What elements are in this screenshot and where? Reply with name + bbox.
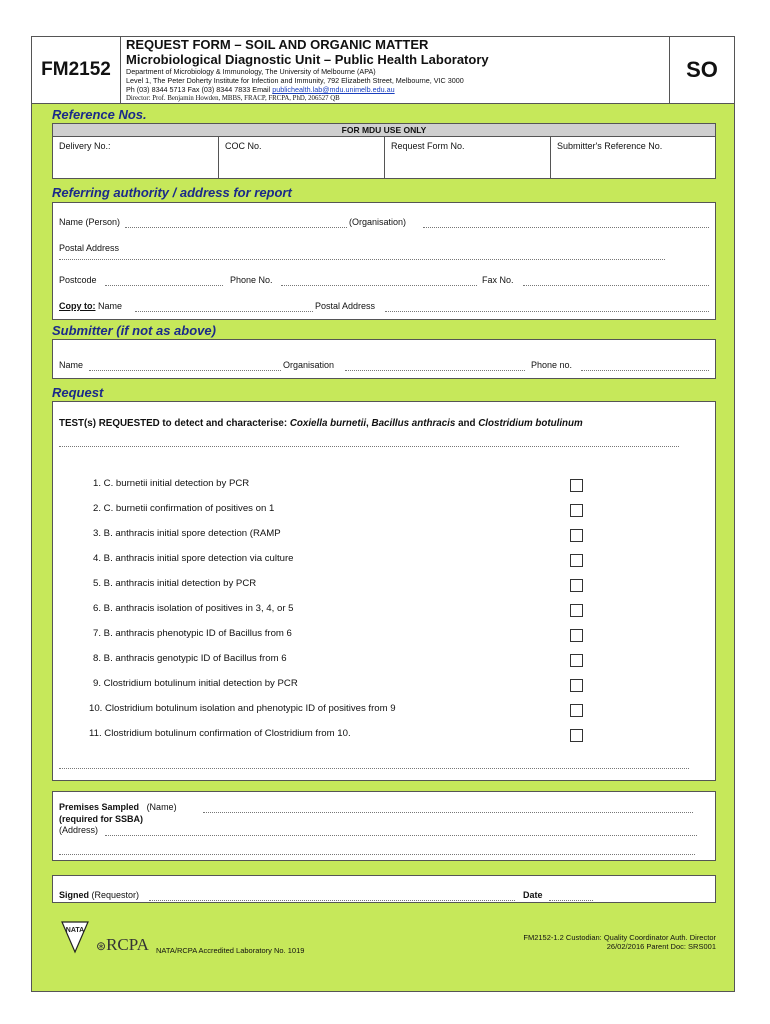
submitter-reference-field[interactable]: Submitter's Reference No. bbox=[557, 141, 663, 151]
test-3-checkbox[interactable] bbox=[570, 529, 583, 542]
request-box bbox=[52, 401, 716, 781]
organism-coxiella: Coxiella burnetii bbox=[289, 418, 367, 429]
copy-to-label: Copy to: bbox=[59, 301, 96, 311]
date-label: Date bbox=[523, 890, 543, 900]
premises-name-label: (Name) bbox=[146, 802, 177, 812]
form-title: REQUEST FORM – SOIL AND ORGANIC MATTER bbox=[126, 37, 429, 52]
premises-address-label: (Address) bbox=[59, 825, 99, 835]
copy-name-input[interactable] bbox=[135, 311, 313, 312]
test-4-checkbox[interactable] bbox=[570, 554, 583, 567]
test-item: 11. Clostridium botulinum confirmation of Clostridium from 10. bbox=[89, 728, 351, 739]
delivery-no-field[interactable]: Delivery No.: bbox=[53, 136, 219, 178]
phone-input[interactable] bbox=[281, 285, 477, 286]
requestor-label: (Requestor) bbox=[91, 890, 140, 900]
organisation-input[interactable] bbox=[423, 227, 709, 228]
ssba-required: (required for SSBA) bbox=[59, 814, 144, 824]
name-person-input[interactable] bbox=[125, 227, 347, 228]
copy-postal-label: Postal Address bbox=[315, 301, 376, 311]
test-8-checkbox[interactable] bbox=[570, 654, 583, 667]
test-item: 3. B. anthracis initial spore detection (RAMP bbox=[93, 528, 281, 539]
request-form-sheet bbox=[31, 36, 735, 992]
premises-address-line2[interactable] bbox=[59, 854, 695, 855]
submitter-organisation-input[interactable] bbox=[345, 370, 525, 371]
test-5-checkbox[interactable] bbox=[570, 579, 583, 592]
request-form-no-field[interactable]: Request Form No. bbox=[385, 136, 551, 178]
tests-other-input[interactable] bbox=[59, 446, 679, 447]
copy-name-label: Name bbox=[98, 301, 123, 311]
email-link[interactable]: publichealth.lab@mdu.unimelb.edu.au bbox=[272, 85, 395, 94]
separator-1: , bbox=[366, 418, 372, 429]
postal-address-label: Postal Address bbox=[59, 243, 120, 253]
tests-prefix: TEST(s) REQUESTED to detect and characterise: bbox=[59, 418, 290, 429]
nata-logo-text: NATA bbox=[65, 927, 85, 934]
name-person-label: Name (Person) bbox=[59, 217, 121, 227]
test-1-checkbox[interactable] bbox=[570, 479, 583, 492]
referring-section-title: Referring authority / address for report bbox=[52, 185, 292, 200]
test-item: 2. C. burnetii confirmation of positives on 1 bbox=[93, 503, 275, 514]
signed-label: Signed bbox=[59, 890, 90, 900]
tests-requested-heading bbox=[59, 418, 583, 429]
header-text bbox=[126, 37, 666, 103]
test-item: 1. C. burnetii initial detection by PCR bbox=[93, 478, 250, 489]
test-2-checkbox[interactable] bbox=[570, 504, 583, 517]
test-11-checkbox[interactable] bbox=[570, 729, 583, 742]
test-item: 5. B. anthracis initial detection by PCR bbox=[93, 578, 257, 589]
test-7-checkbox[interactable] bbox=[570, 629, 583, 642]
submitter-name-input[interactable] bbox=[89, 370, 281, 371]
contact-line bbox=[126, 85, 666, 94]
director: Director: Prof. Benjamin Howden, MBBS, FRACP, FRCPA, PhD, 206527 QB bbox=[126, 95, 340, 102]
submitter-organisation-label: Organisation bbox=[283, 360, 335, 370]
test-item: 9. Clostridium botulinum initial detection by PCR bbox=[93, 678, 298, 689]
signed-box bbox=[52, 875, 716, 903]
postcode-label: Postcode bbox=[59, 275, 97, 285]
nata-logo-icon bbox=[60, 920, 90, 954]
test-6-checkbox[interactable] bbox=[570, 604, 583, 617]
accreditation-text: NATA/RCPA Accredited Laboratory No. 1019 bbox=[156, 946, 305, 955]
submitter-box bbox=[52, 339, 716, 379]
submitter-phone-input[interactable] bbox=[581, 370, 709, 371]
form-code: FM2152 bbox=[32, 37, 121, 103]
document-control bbox=[523, 933, 716, 951]
test-item: 4. B. anthracis initial spore detection via culture bbox=[93, 553, 294, 564]
submitter-section-title: Submitter (if not as above) bbox=[52, 323, 216, 338]
test-item: 7. B. anthracis phenotypic ID of Bacillus from 6 bbox=[93, 628, 292, 639]
premises-label: Premises Sampled bbox=[59, 802, 140, 812]
phone-fax: Ph (03) 8344 5713 Fax (03) 8344 7833 Email bbox=[126, 85, 273, 94]
test-item: 8. B. anthracis genotypic ID of Bacillus from 6 bbox=[93, 653, 287, 664]
referring-box bbox=[52, 202, 716, 320]
request-section-title: Request bbox=[52, 385, 104, 400]
premises-name-input[interactable] bbox=[203, 812, 693, 813]
test-10-checkbox[interactable] bbox=[570, 704, 583, 717]
form-type-code: SO bbox=[669, 37, 734, 103]
premises-box bbox=[52, 791, 716, 861]
submitter-name-label: Name bbox=[59, 360, 84, 370]
test-item: 6. B. anthracis isolation of positives in 3, 4, or 5 bbox=[93, 603, 294, 614]
reference-box bbox=[52, 123, 716, 179]
rcpa-seal-icon: ⊛ bbox=[96, 939, 107, 953]
copy-to-line bbox=[59, 301, 122, 311]
signed-line bbox=[59, 890, 139, 900]
premises-line bbox=[59, 802, 177, 812]
request-notes-input[interactable] bbox=[59, 768, 689, 769]
coc-no-field[interactable]: COC No. bbox=[219, 136, 385, 178]
organism-clostridium: Clostridium botulinum bbox=[478, 418, 583, 429]
copy-postal-input[interactable] bbox=[385, 311, 709, 312]
form-header bbox=[32, 37, 734, 104]
test-item: 10. Clostridium botulinum isolation and phenotypic ID of positives from 9 bbox=[89, 703, 396, 714]
separator-2: and bbox=[455, 418, 479, 429]
department: Department of Microbiology & Immunology, The University of Melbourne (APA) bbox=[126, 67, 376, 76]
lab-name: Microbiological Diagnostic Unit – Public Health Laboratory bbox=[126, 52, 489, 67]
doc-control-line1: FM2152-1.2 Custodian: Quality Coordinator Auth. Director bbox=[523, 933, 716, 942]
signature-input[interactable] bbox=[149, 900, 515, 901]
reference-section-title: Reference Nos. bbox=[52, 107, 147, 122]
postcode-input[interactable] bbox=[105, 285, 223, 286]
doc-control-line2: 26/02/2016 Parent Doc: SRS001 bbox=[606, 942, 716, 951]
test-9-checkbox[interactable] bbox=[570, 679, 583, 692]
rcpa-logo bbox=[96, 935, 149, 955]
rcpa-logo-text: RCPA bbox=[106, 935, 149, 954]
lab-address: Level 1, The Peter Doherty Institute for Infection and Immunity, 792 Elizabeth Street, Melbourne, VIC 3000 bbox=[126, 76, 464, 85]
mdu-use-bar: FOR MDU USE ONLY bbox=[53, 124, 715, 137]
fax-label: Fax No. bbox=[482, 275, 514, 285]
submitter-phone-label: Phone no. bbox=[531, 360, 573, 370]
phone-label: Phone No. bbox=[230, 275, 273, 285]
organism-bacillus: Bacillus anthracis bbox=[371, 418, 456, 429]
postal-address-input[interactable] bbox=[59, 259, 665, 260]
organisation-label: (Organisation) bbox=[349, 217, 407, 227]
date-input[interactable] bbox=[549, 900, 593, 901]
fax-input[interactable] bbox=[523, 285, 709, 286]
premises-address-input[interactable] bbox=[105, 835, 697, 836]
